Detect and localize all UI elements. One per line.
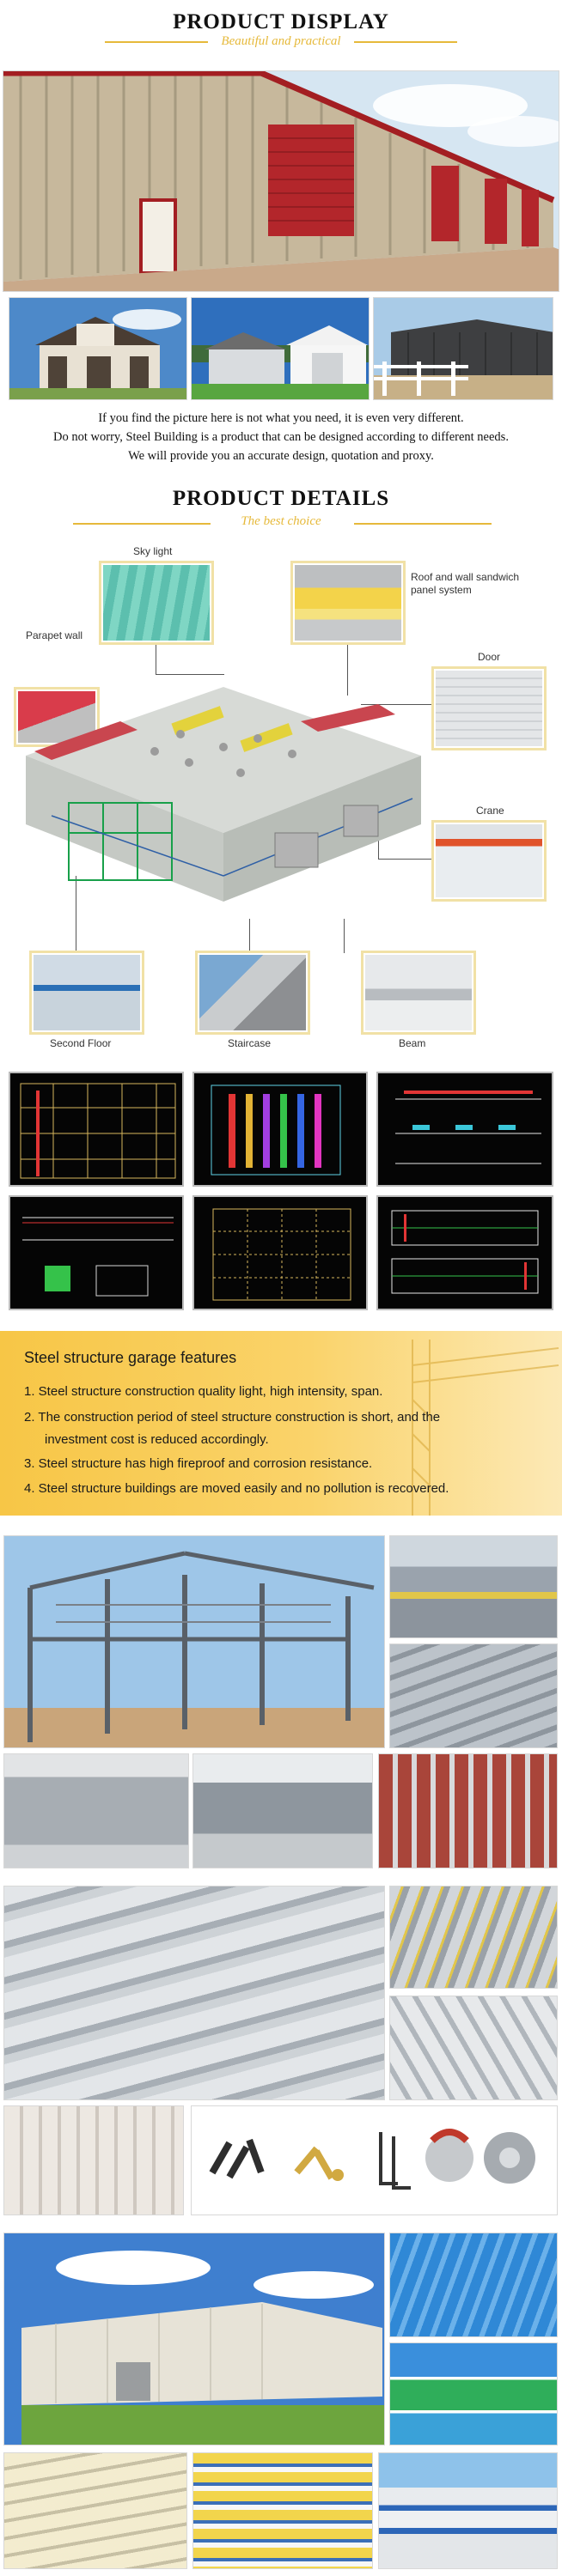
c-purlin-photo [3,1886,385,2100]
product-details-title: PRODUCT DETAILS [172,487,390,510]
crane-thumb [431,820,547,902]
pvc-pipes-photo [3,2105,184,2215]
cad-drawing-6 [376,1195,553,1310]
h-beam-rack-photo [192,1753,373,1868]
h-beam-photo [3,1753,189,1868]
cad-drawing-4 [9,1195,184,1310]
cad-drawing-2 [192,1072,368,1187]
features-title: Steel structure garage features [24,1349,237,1366]
feature-item-2: 2. The construction period of steel structure construction is short, and the [24,1410,441,1425]
barn-garage-photo [9,297,187,400]
cad-drawing-5 [192,1195,368,1310]
door-thumb [431,666,547,750]
product-display-subtitle: Beautiful and practical [221,34,341,48]
hero-warehouse-photo [3,70,559,292]
label-staircase: Staircase [228,1037,272,1049]
label-door: Door [478,651,501,663]
cad-drawing-1 [9,1072,184,1187]
label-beam: Beam [399,1037,426,1049]
z-purlin-photo [389,1886,558,1989]
blue-roof-sheet-photo [389,2233,558,2337]
label-roof-wall-1: Roof and wall sandwich [411,571,520,583]
product-details-subtitle: The best choice [241,514,321,528]
feature-item-4: 4. Steel structure buildings are moved easily and no pollution is recovered. [24,1481,449,1496]
steel-frame-construction-photo [3,1535,385,1748]
staircase-thumb [195,951,310,1035]
finished-warehouse-photo [3,2233,385,2445]
white-garage-photo [191,297,370,400]
label-roof-wall-2: panel system [411,584,472,596]
product-display-title: PRODUCT DISPLAY [173,10,389,33]
second-floor-thumb [29,951,144,1035]
angle-steel-photo [389,1996,558,2100]
panel-stack-outdoor-photo [378,2452,558,2569]
label-second-floor: Second Floor [50,1037,112,1049]
intro-line-2: Do not worry, Steel Building is a product that can be designed according to different needs. [53,430,509,444]
intro-line-3: We will provide you an accurate design, quotation and proxy. [128,449,434,463]
colored-roof-sheets-photo [389,2342,558,2445]
cad-drawing-3 [376,1072,553,1187]
red-steel-sections-photo [378,1753,558,1868]
sandwich-panel-stack-photo [3,2452,187,2569]
steel-beams-stack-photo-1 [389,1535,558,1638]
feature-item-2-cont: investment cost is reduced accordingly. [45,1432,269,1447]
feature-item-1: 1. Steel structure construction quality light, high intensity, span. [24,1384,383,1399]
beam-thumb [361,951,476,1035]
connector-beam [344,919,345,953]
intro-line-1: If you find the picture here is not what you need, it is even very different. [98,411,464,425]
bolts-accessories-photo [191,2105,558,2215]
steel-building-3d-model [17,653,430,910]
label-sky-light: Sky light [133,545,173,557]
sky-light-thumb [99,561,214,645]
eps-sandwich-panel-photo [192,2452,373,2569]
sandwich-panel-thumb [290,561,406,645]
connector-staircase [249,919,250,953]
dark-garage-photo [373,297,553,400]
feature-item-3: 3. Steel structure has high fireproof and corrosion resistance. [24,1456,373,1471]
features-panel [0,1331,562,1516]
label-parapet-wall: Parapet wall [26,629,83,641]
label-crane: Crane [476,805,504,817]
steel-beams-stack-photo-2 [389,1643,558,1748]
